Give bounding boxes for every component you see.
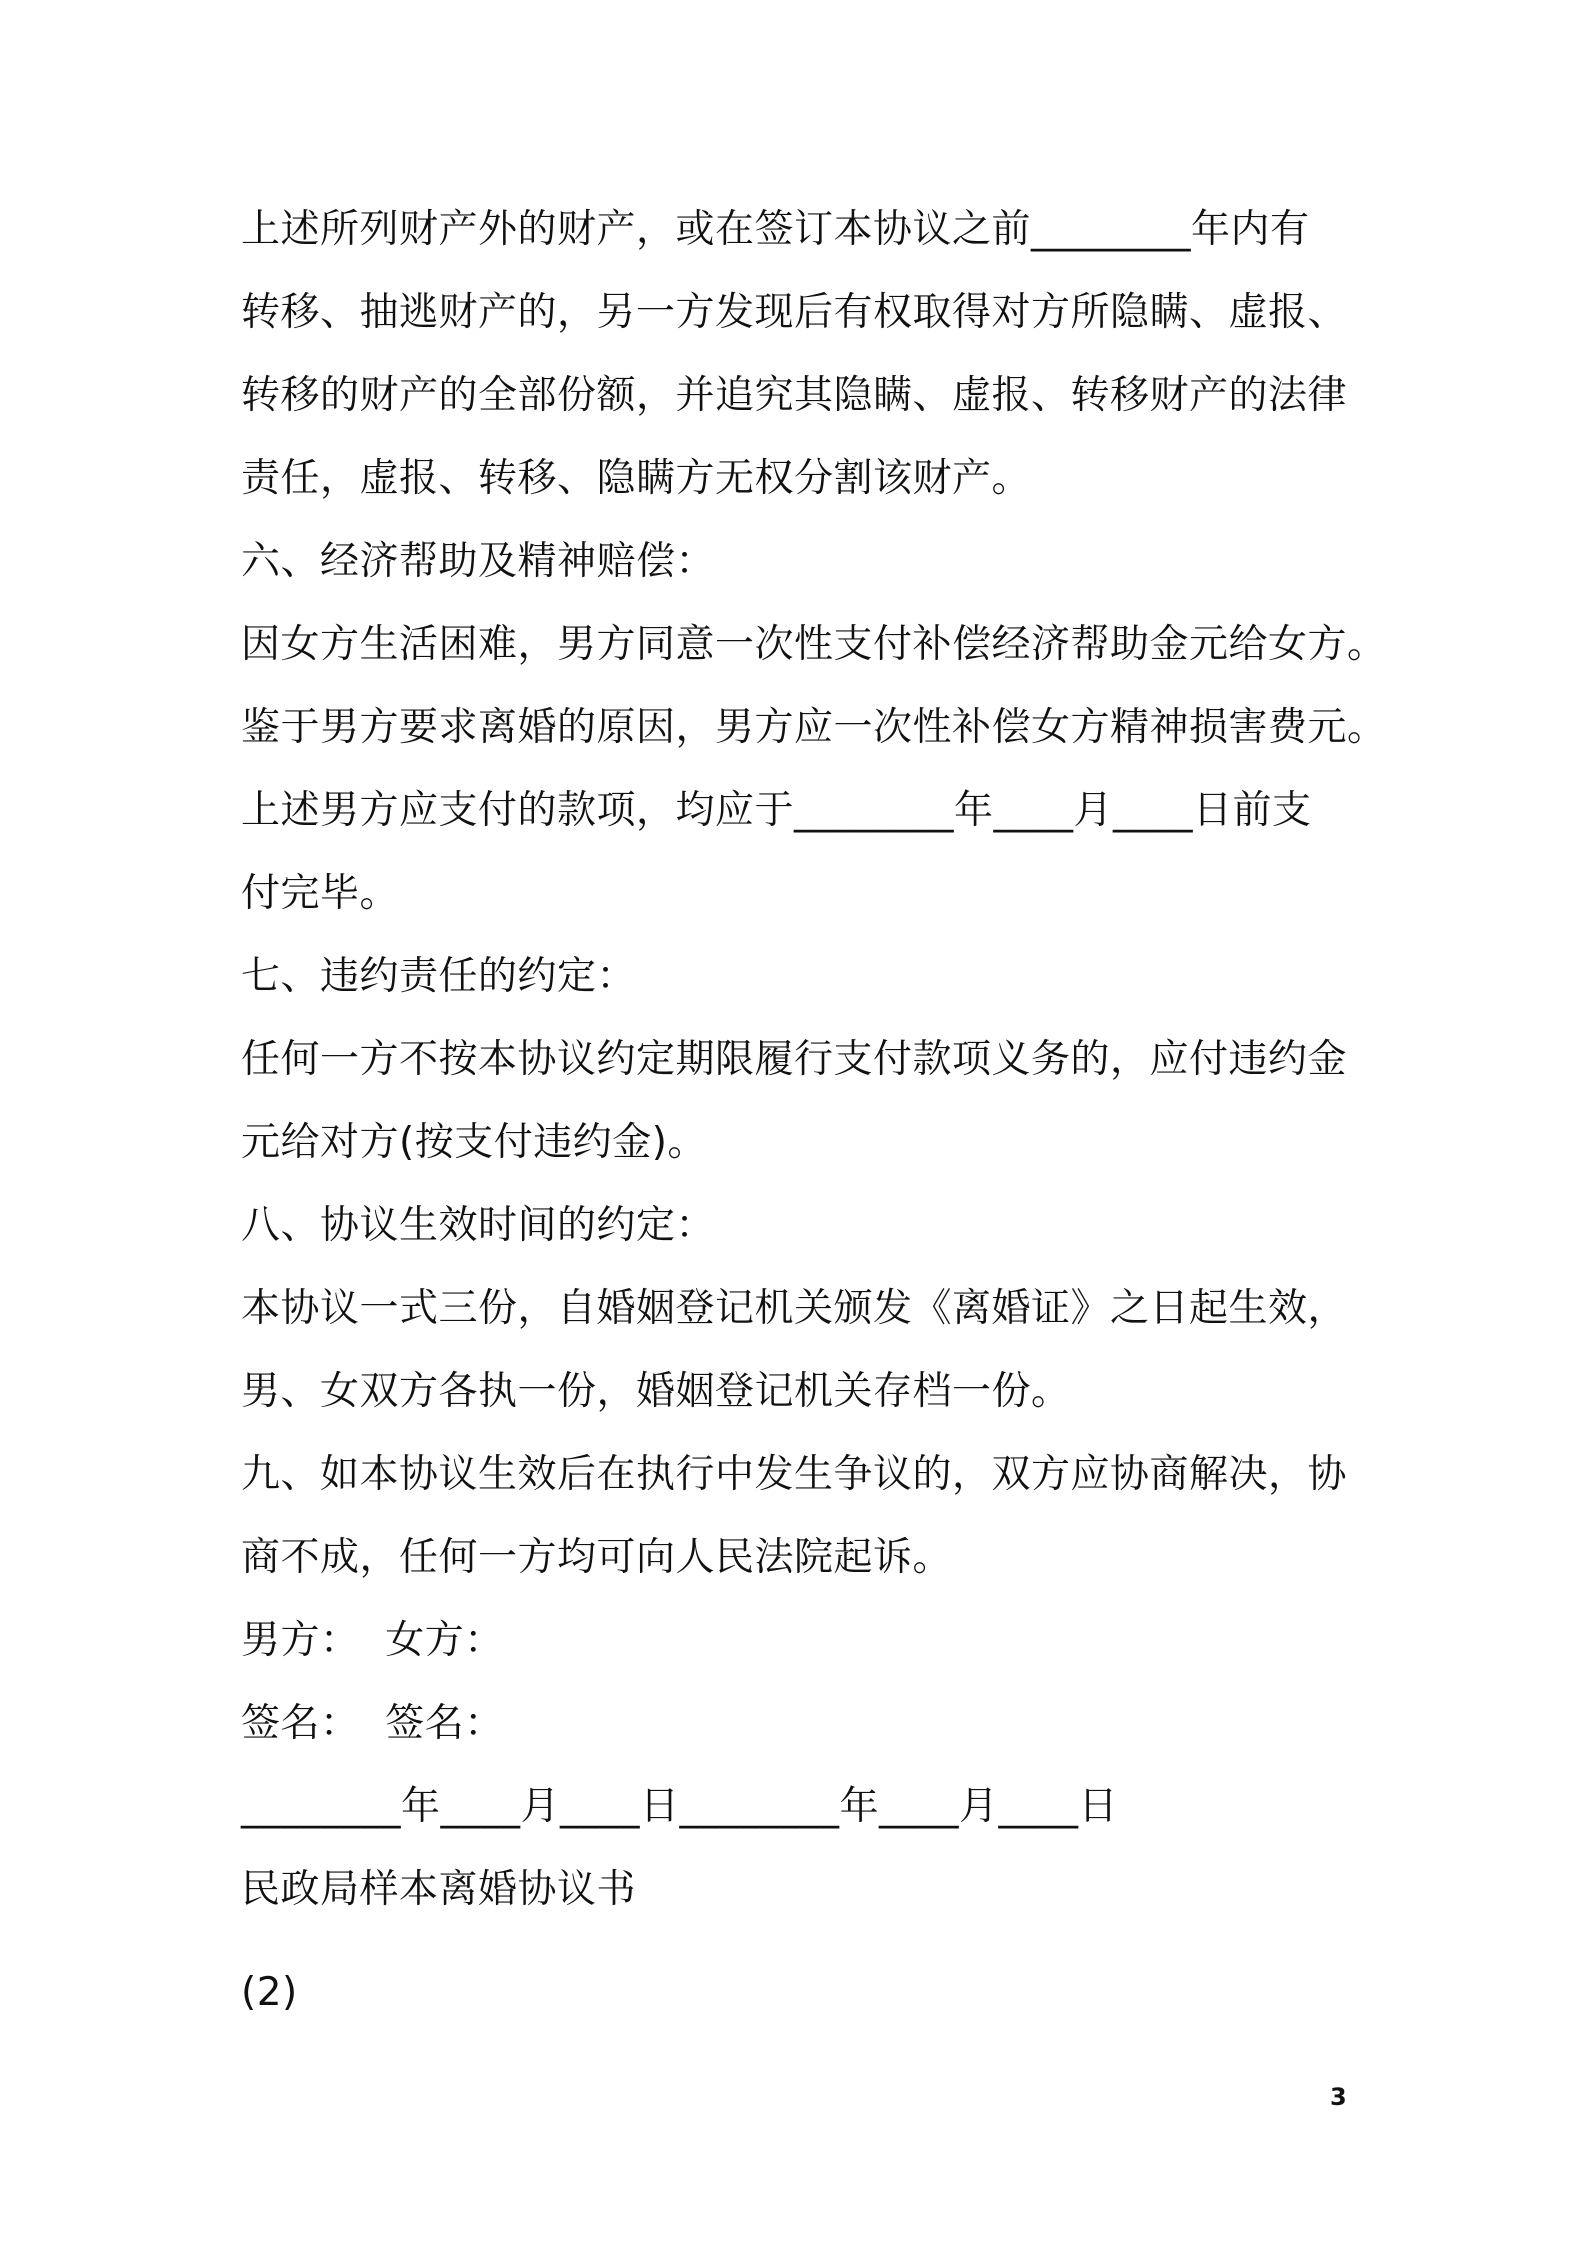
paragraph-line: 上述男方应支付的款项，均应于________年____月____日前支 bbox=[241, 788, 1312, 833]
paragraph-line: 本协议一式三份，自婚姻登记机关颁发《离婚证》之日起生效， bbox=[241, 1286, 1348, 1331]
paragraph-line: 商不成，任何一方均可向人民法院起诉。 bbox=[241, 1535, 953, 1580]
section-heading: 七、违约责任的约定： bbox=[241, 954, 637, 999]
paragraph-line: 责任，虚报、转移、隐瞒方无权分割该财产。 bbox=[241, 456, 1032, 501]
date-blanks: ________年____月____日________年____月____日 bbox=[241, 1784, 1119, 1829]
paragraph-line: 付完毕。 bbox=[241, 871, 400, 916]
paragraph-line: 男、女双方各执一份，婚姻登记机关存档一份。 bbox=[241, 1369, 1071, 1414]
paragraph-line: 九、如本协议生效后在执行中发生争议的，双方应协商解决，协 bbox=[241, 1452, 1348, 1497]
section-heading: 六、经济帮助及精神赔偿： bbox=[241, 539, 716, 584]
document-title: 民政局样本离婚协议书 bbox=[241, 1867, 637, 1912]
section-number: (2) bbox=[241, 1970, 298, 2015]
paragraph-line: 转移、抽逃财产的，另一方发现后有权取得对方所隐瞒、虚报、 bbox=[241, 290, 1348, 335]
signature-labels: 签名： 签名： bbox=[241, 1701, 504, 1746]
party-labels: 男方： 女方： bbox=[241, 1618, 504, 1663]
page-number: 3 bbox=[1330, 2083, 1347, 2111]
paragraph-line: 鉴于男方要求离婚的原因，男方应一次性补偿女方精神损害费元。 bbox=[241, 705, 1387, 750]
section-heading: 八、协议生效时间的约定： bbox=[241, 1203, 716, 1248]
paragraph-line: 上述所列财产外的财产，或在签订本协议之前________年内有 bbox=[241, 207, 1310, 252]
paragraph-line: 元给对方(按支付违约金)。 bbox=[241, 1120, 707, 1165]
paragraph-line: 转移的财产的全部份额，并追究其隐瞒、虚报、转移财产的法律 bbox=[241, 373, 1348, 418]
paragraph-line: 因女方生活困难，男方同意一次性支付补偿经济帮助金元给女方。 bbox=[241, 622, 1387, 667]
paragraph-line: 任何一方不按本协议约定期限履行支付款项义务的，应付违约金 bbox=[241, 1037, 1348, 1082]
